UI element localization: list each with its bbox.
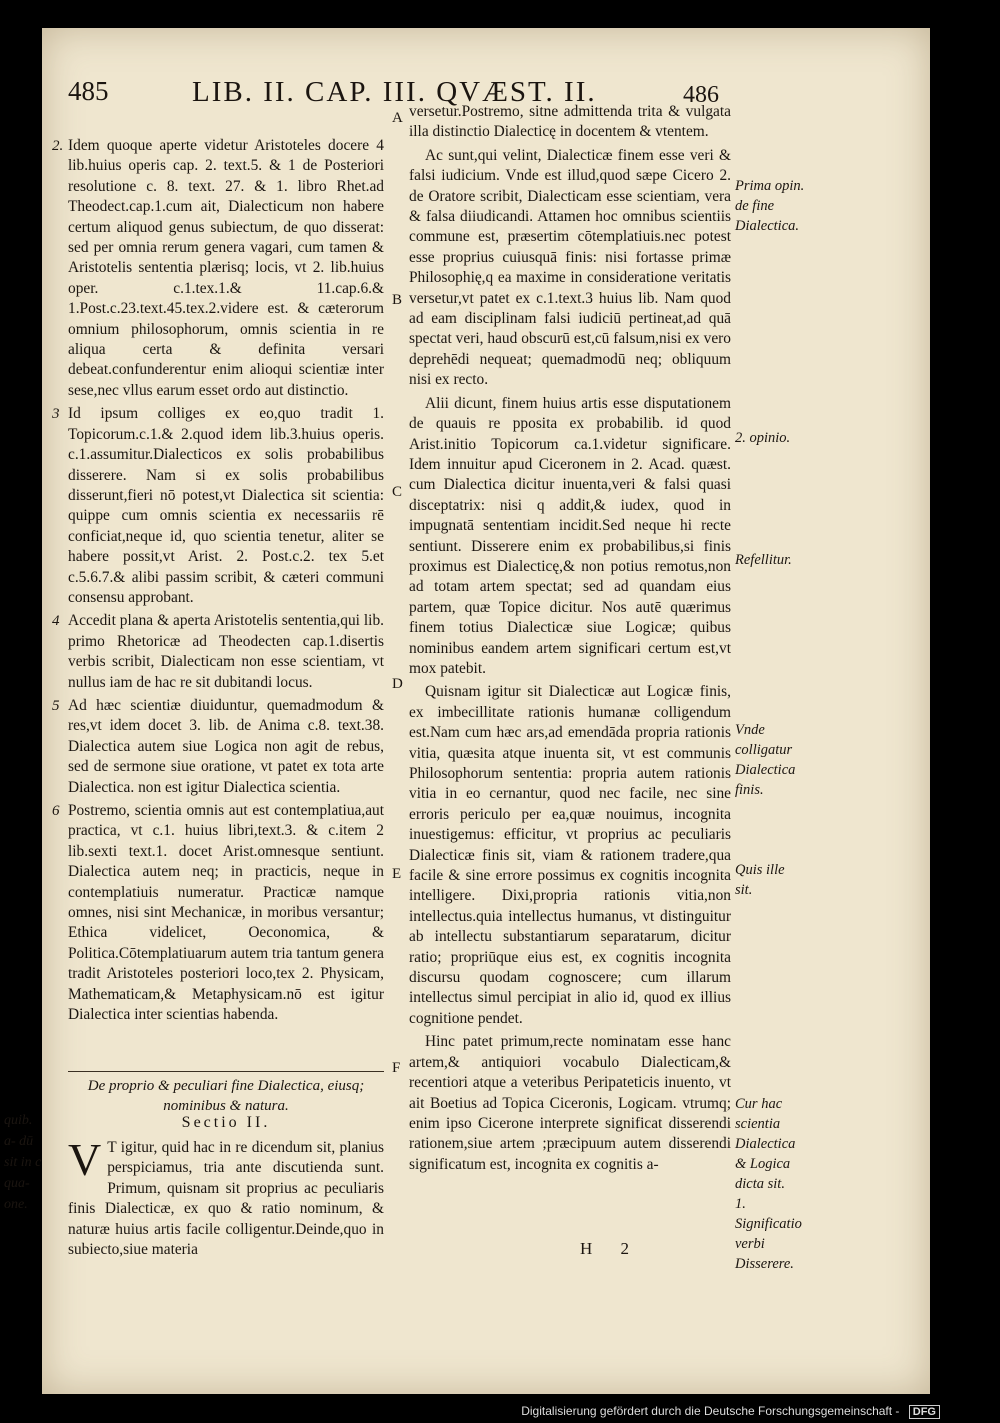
paragraph-4 (52, 611, 384, 693)
paragraph-text: Postremo, scientia omnis aut est contemplatiua,aut practica, vt c.1. huius libri,text.3. & c.item 2 lib.sexti text.1. docet Arist.omnesque sentiunt. Dialectica autem neq; in practicis, neque in contemplatiuis numeratur. Practicæ namque omnes, nisi sint Mechanicæ, in moribus versantur; Ethica videlicet, Oeconomica, & Politica.Cōtemplatiuarum autem tria tantum genera tradit Aristoteles posteriori loco,tex 2. Physicam, Mathematicam,& Metaphysicam.nō est igitur Dialectica inter scientias habenda. (68, 802, 384, 1024)
funding-footer (521, 1404, 940, 1419)
paragraph-6 (52, 801, 384, 1025)
paragraph-3 (52, 404, 384, 608)
column-letter-e: E (392, 866, 402, 882)
section-heading: De proprio & peculiari fine Dialectica, eiusq; nominibus & natura. (68, 1071, 384, 1116)
paragraph-text: Idem quoque aperte videtur Aristoteles docere 4 lib.huius operis cap. 2. text.5. & 1 de Posteriori resolutione c. 8. text. 27. & 1. libro Rhet.ad Theodect.cap.1.cum ait, Dialecticum non habere certum aliquod genus subiectum, de quo disserat: sed per omnia rerum genera vagari, cum tamen & Aristotelis sententia plærisq; locis, vt 2. lib.huius oper. c.1.tex.1.& 11.cap.6.& 1.Post.c.23.text.45.tex.2.videre est. & cæterorum omnium philosophorum, omnis scientia in re aliqua certa & definita versari debeat.confunderentur enim alioqui scientiæ inter sese,nec vllus earum esset ordo aut distinctio. (68, 137, 384, 399)
right-paragraph-2: Ac sunt,qui velint, Dialecticæ finem esse veri & falsi iudicium. Vnde est illud,quod sæpe Cicero 2. de Oratore scribit, Dialecticam esse scientiam, vera & falsa diiudicandi. Attamen hoc omnibus scientiis commune est, præsertim cōtemplatiuis.nec potest esse proprius cuiusquā finis: nisi fortasse primæ Philosophię,q ea maxime in consideratione veritatis versetur,vt patet ex c.1.text.3 huius lib. Nam quod ad eam disciplinam falsi iudiciū pertineat,ad quā spectat veri, haud obscurū est,cū falsum,nisi ex vero deprehēdi nequeat; quemadmodū neq; obliquum nisi ex recto. (409, 146, 731, 389)
paragraph-number: 6 (52, 803, 60, 819)
margin-note-quis-ille-sit: Quis ille sit. (735, 862, 785, 898)
column-letter-c: C (392, 484, 403, 500)
right-paragraph-1: versetur.Postremo, sitne admittenda trita & vulgata illa distinctio Dialecticę in docentem & vtentem. (409, 103, 731, 141)
paragraph-5 (52, 696, 384, 798)
left-column (52, 136, 384, 1028)
section-body (68, 1134, 384, 1260)
paragraph-2 (52, 136, 384, 401)
running-title: LIB. II. CAP. III. QVÆST. II. (192, 76, 597, 108)
book-page (42, 28, 930, 1394)
right-paragraph-5: Hinc patet primum,recte nominatam esse hanc artem,& antiquiori vocabulo Dialecticam,& recentiori atque a veteribus Peripateticis inuento, vt ait Boetius ad Topica Ciceronis, Logicam. vtrumq; enim ipso Cicerone interprete significat disserendi rationem,siue artem ;præcipuum autem disserendi significatum est, incognita ex cognitis a- (409, 1033, 731, 1173)
facing-page-fragment: quib. a- dū sit in c qua- one. (4, 1113, 42, 1212)
paragraph-number: 5 (52, 697, 60, 714)
right-paragraph-4: Quisnam igitur sit Dialecticæ aut Logicæ finis, ex imbecillitate rationis humanæ colligendum est.Nam cum hæc ars,ad emendāda propria rationis vitia, quæsita atque inuenta sit, vt est communis Philosophorum sententia: propria autem rationis vitia in eo cernantur, quod nec facile, nec sine erroris periculo per ea,quæ nouimus, incognita inuestigemus: efficitur, vt proprius ac peculiaris Dialecticæ finis sit, viam & rationem tradere,qua facile & sine errore possimus ex cognitis incognita intelligere. Dixi,propria rationis vitia,non intellectus.quia intellectus humanus, vt distinguitur ab intellectu substantiarum separatarum, dicitur ratio; propriūque eius est, ex cognitis incognita discursu quodam cognoscere; cum illarum intellectus simul percipiat in alio id, quod ex illius cognitione pendet. (409, 683, 731, 1027)
section-text: T igitur, quid hac in re dicendum sit, planius perspiciamus, tria ante discutienda sunt. Primum, quisnam sit proprius ac peculiaris finis Dialecticæ, ex quo & ratio nominum, & naturæ huius artis facile colligentur.Deinde,quo in subiecto,siue materia (68, 1139, 384, 1259)
page-number-right: 486 (683, 82, 719, 108)
paragraph-number: 2. (52, 138, 64, 154)
margin-note-prima-opinio: Prima opin. de fine Dialectica. (735, 178, 805, 234)
margin-note-significatio: 1. Significatio verbi Disserere. (735, 1196, 802, 1272)
column-letter-d: D (392, 676, 403, 692)
page-number-left: 485 (68, 76, 109, 106)
paragraph-number: 4 (52, 613, 60, 630)
paragraph-text: Accedit plana & aperta Aristotelis sententia,qui lib. primo Rhetoricæ ad Theodecten cap.1.disertis verbis scribit, Dialecticam non esse scientiam, vt nullus iam de hac re sit dubitandi locus. (68, 612, 384, 691)
signature-mark: H 2 (580, 1239, 642, 1258)
drop-cap: V (68, 1134, 102, 1185)
margin-note-2-opinio: 2. opinio. (735, 430, 791, 446)
paragraph-text: Ad hæc scientiæ diuiduntur, quemadmodum & res,vt idem docet 3. lib. de Anima c.8. text.38. Dialectica autem siue Logica non agit de rebus, sed de sermone siue oratione, vt patet ex tota arte Dialectica. non est igitur Dialectica scientia. (68, 696, 384, 796)
section-label: Sectio II. (181, 1114, 271, 1131)
right-paragraph-3: Alii dicunt, finem huius artis esse disputationem de quauis re pposita ex probabilib. id quod Arist.initio Topicorum ca.1.videtur significare. Idem innuitur apud Ciceronem in 2. Acad. quæst. cum Dialectica dicitur inuenta,veri & falsi quasi disceptatrix: nisi q addit,& iudex, quod in impugnatā sententiam incidit.Sed neque hi recte sentiunt. Disserere enim ex probabilibus,si finis proximus est Dialecticę,& non potius remotus,non ad totam artem spectat; sed ad quandam eius partem, quæ Topice dicitur. Nos autē quærimus finem totius Dialecticæ siue Logicæ; quibus nominibus eandem artem significari certum est,vt mox patebit. (409, 394, 731, 677)
paragraph-number: 3 (52, 406, 60, 423)
paragraph-text: Id ipsum colliges ex eo,quo tradit 1. Topicorum.c.1.& 2.quod idem lib.3.huius operis. c.1.assumitur.Dialecticos ex solis probabilibus disserere. Nam si ex solis probabilibus disserunt,fieri nō potest,vt Dialectica sit scientia: quippe cum omnis scientia ex necessariis rē conficiat,neque id, quo scientia tenetur, aliter se habere possit,vt Arist. 2. Post.c.2. tex 5.et c.5.6.7.& alibi passim scribit, & cæteri communi consensu approbant. (68, 405, 384, 606)
footer-text: Digitalisierung gefördert durch die Deutsche Forschungsgemeinschaft - (521, 1404, 900, 1418)
right-column (409, 102, 731, 1178)
dfg-logo: DFG (909, 1405, 940, 1419)
margin-note-refellitur: Refellitur. (735, 552, 792, 568)
margin-note-vnde-colligatur: Vnde colligatur Dialectica finis. (735, 722, 796, 798)
column-letter-a: A (392, 110, 403, 126)
margin-note-cur-haec-scientia: Cur hac scientia Dialectica & Logica dicta sit. (735, 1096, 796, 1192)
column-letter-b: B (392, 292, 403, 308)
column-letter-f: F (392, 1060, 401, 1076)
